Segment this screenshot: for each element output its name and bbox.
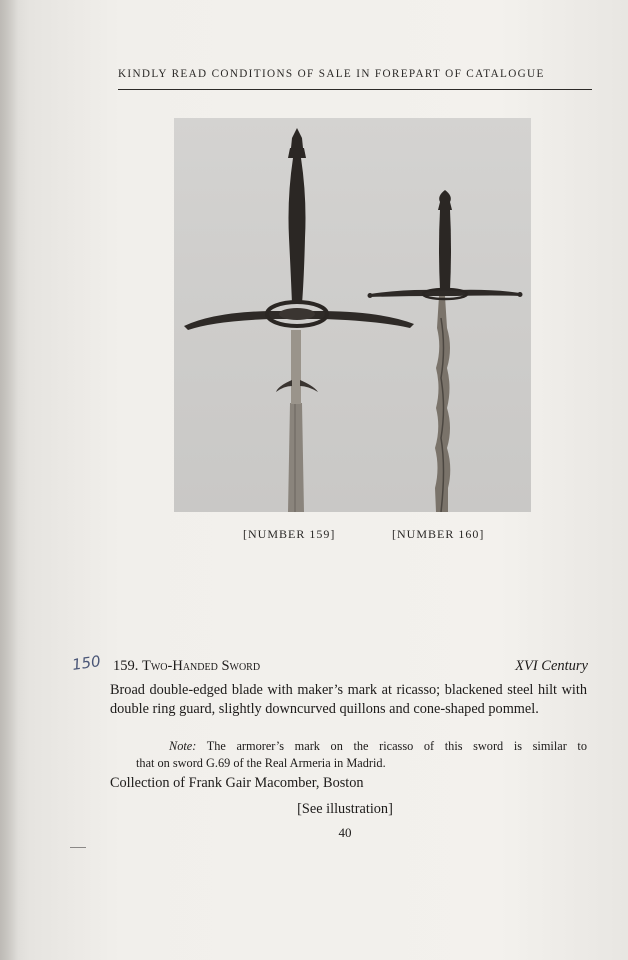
swords-photograph <box>174 118 531 512</box>
lot-heading <box>113 658 588 678</box>
lot-title <box>113 658 260 675</box>
lot-name: Two-Handed Sword <box>142 658 261 674</box>
handwritten-annotation: 150 <box>70 652 102 674</box>
note-text-1: The armorer’s mark on the ricasso of this sword is similar to <box>206 739 587 753</box>
sword-159-image <box>184 128 414 512</box>
lot-note <box>125 738 587 771</box>
note-label: Note: <box>169 739 197 753</box>
running-head: KINDLY READ CONDITIONS OF SALE IN FOREPART OF CATALOGUE <box>118 68 545 80</box>
note-line-1 <box>125 738 587 755</box>
sword-160-image <box>368 190 523 512</box>
lot-number: 159. <box>113 658 139 674</box>
caption-number-159: [NUMBER 159] <box>243 527 336 541</box>
page-number: 40 <box>338 825 352 840</box>
note-line-2: that on sword G.69 of the Real Armeria in Madrid. <box>136 755 386 770</box>
header-rule <box>118 89 592 90</box>
caption-number-160: [NUMBER 160] <box>392 527 485 541</box>
lot-description: Broad double-edged blade with maker’s mark at ricasso; blackened steel hilt with double ring guard, slightly downcurved quillons and cone-shaped pommel. <box>110 682 587 717</box>
swords-illustration <box>174 118 531 512</box>
see-illustration: [See illustration] <box>297 801 393 817</box>
lot-provenance: Collection of Frank Gair Macomber, Boston <box>110 775 364 791</box>
margin-pencil-mark <box>70 847 86 848</box>
lot-century: XVI Century <box>515 658 588 674</box>
